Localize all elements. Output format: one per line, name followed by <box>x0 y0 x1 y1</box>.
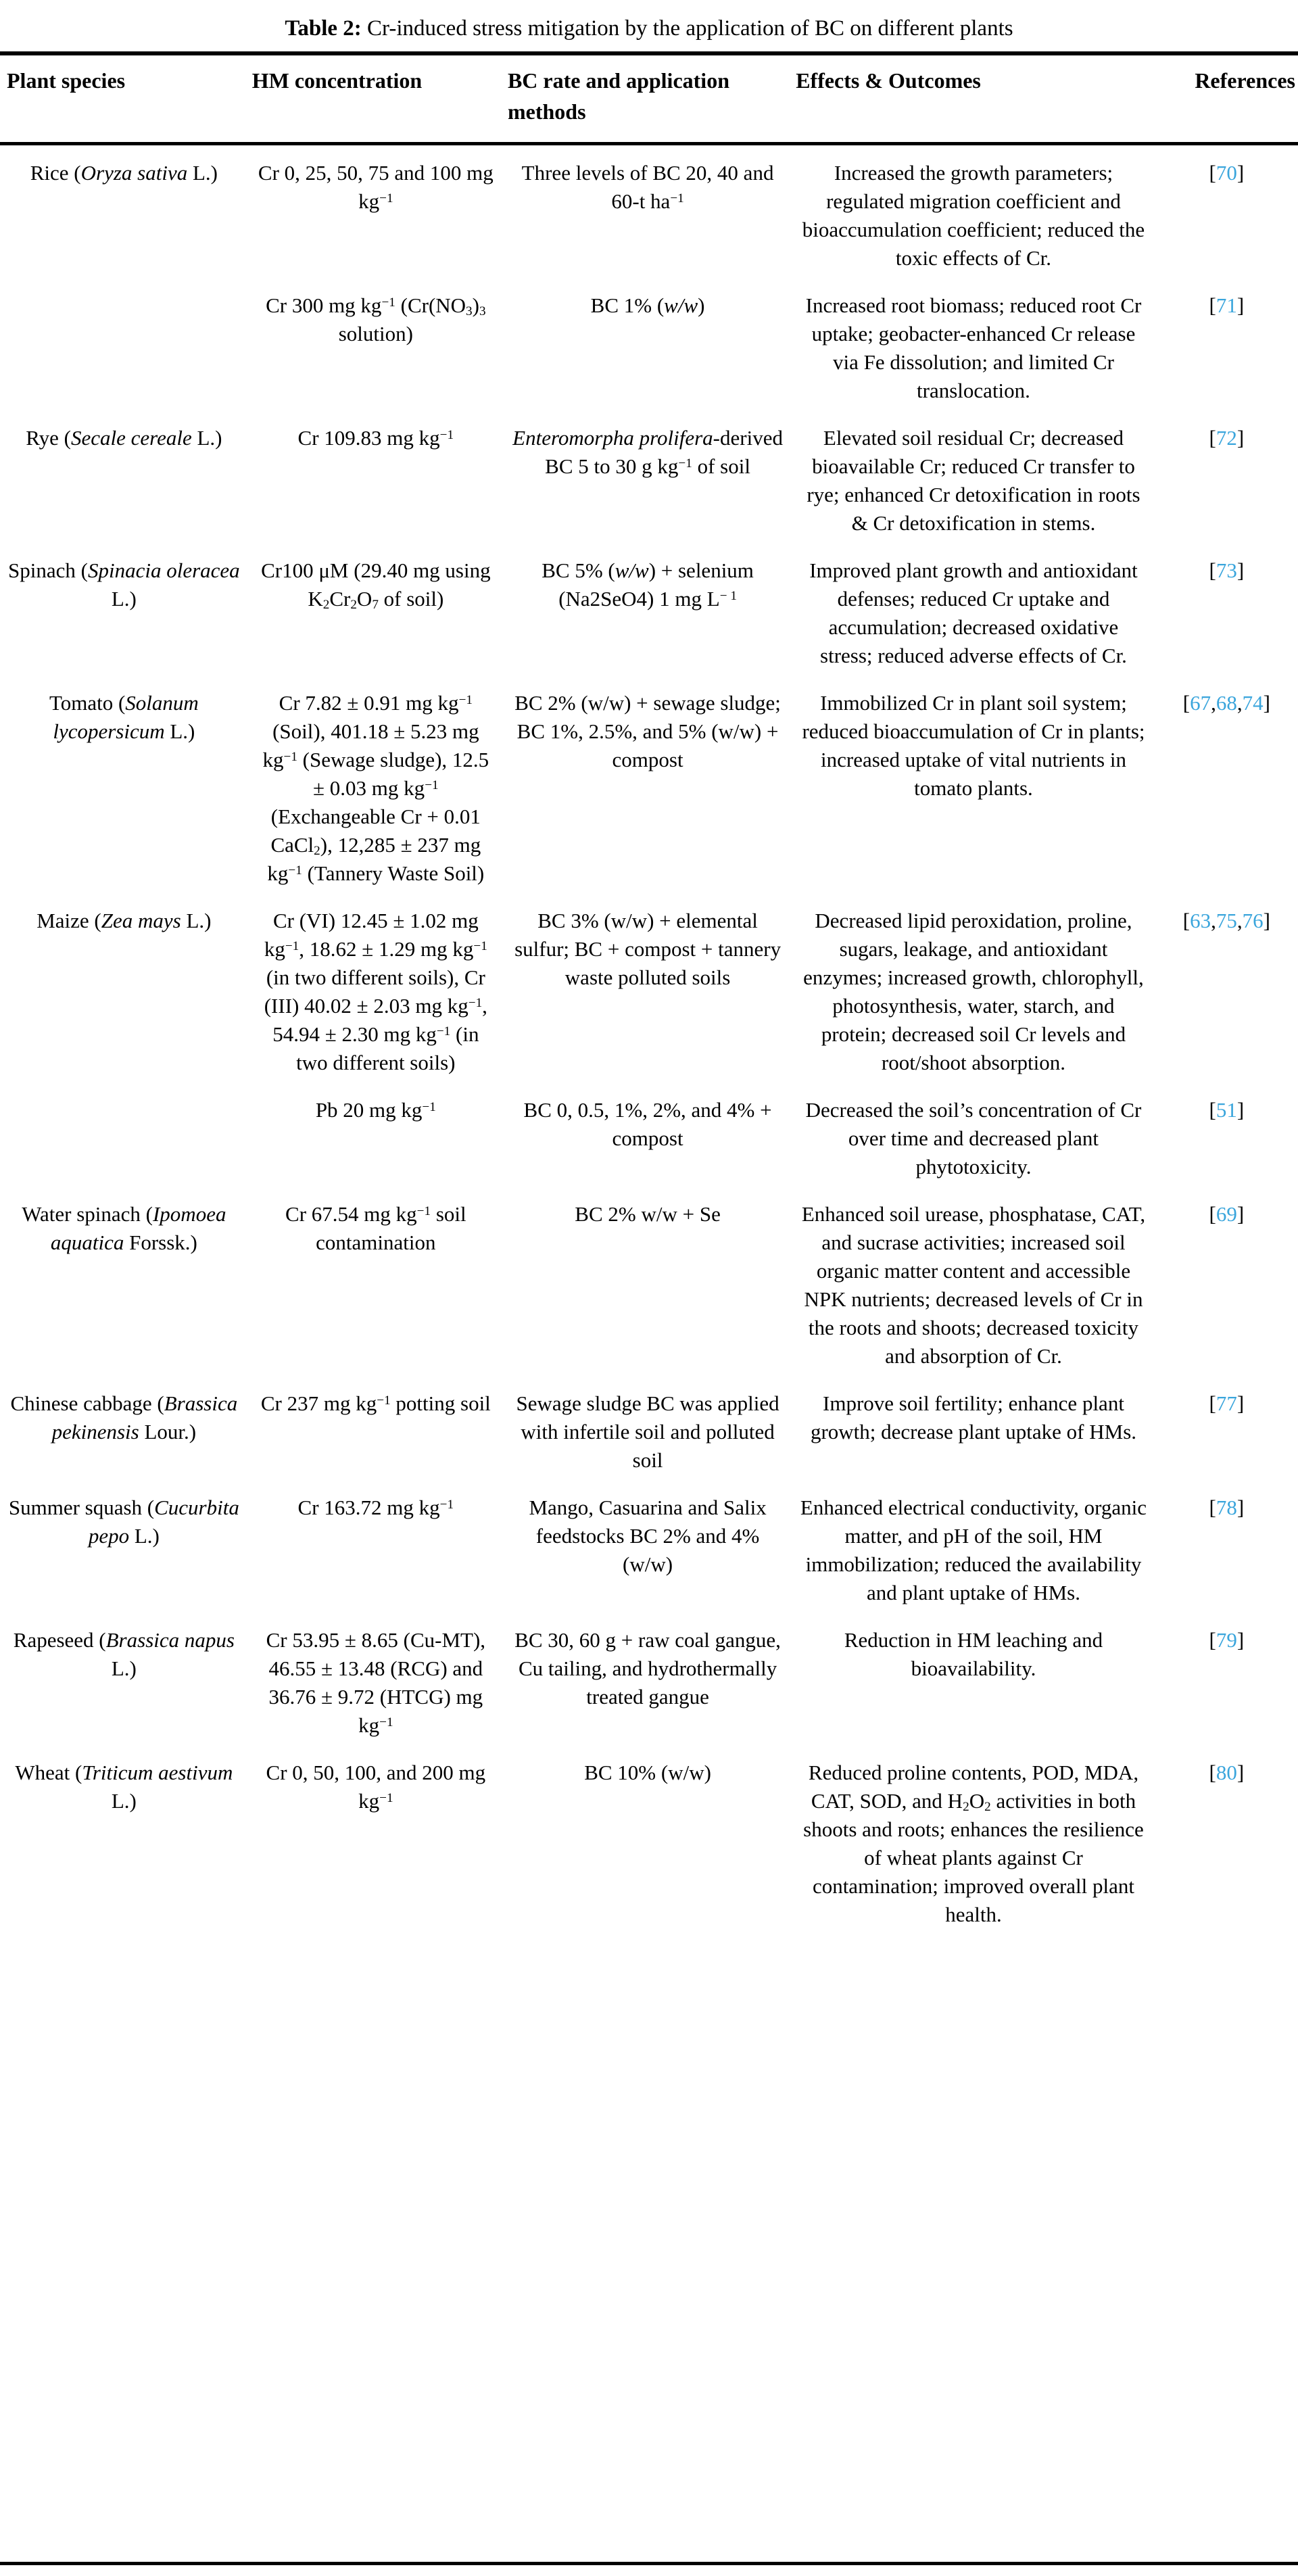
hm-concentration-cell: Cr 67.54 mg $kg^{-1}$ soil contamination <box>285 1202 466 1254</box>
plant-species-cell: Wheat (Triticum aestivum L.) <box>15 1761 233 1813</box>
column-header-references: References <box>1195 68 1295 93</box>
column-header-plant-species: Plant species <box>7 68 126 93</box>
column-header-hm-concentration: HM concentration <box>251 68 423 93</box>
plant-species-cell: Water spinach (Ipomoea aquatica Forssk.) <box>22 1202 226 1254</box>
reference-link[interactable]: 69 <box>1216 1202 1237 1226</box>
bc-rate-cell: BC 3% (w/w) + elemental sulfur; BC + compost + tannery waste polluted soils <box>514 909 782 989</box>
bc-rate-cell: Sewage sludge BC was applied with infertile soil and polluted soil <box>516 1391 779 1472</box>
bc-rate-cell: Three levels of BC 20, 40 and 60-t $ha^{-1}$ <box>521 161 774 213</box>
table-row <box>0 1200 1298 1389</box>
references-cell: [78] <box>1209 1496 1245 1519</box>
reference-link[interactable]: 68 <box>1216 691 1237 715</box>
table-body <box>0 145 1298 1948</box>
hm-concentration-cell: Pb 20 mg $kg^{-1}$ <box>315 1098 436 1122</box>
table-row <box>0 1096 1298 1200</box>
references-cell: [77] <box>1209 1391 1245 1415</box>
bc-rate-cell: BC 30, 60 g + raw coal gangue, Cu tailing, and hydrothermally treated gangue <box>514 1628 781 1709</box>
table-row <box>0 291 1298 424</box>
effects-outcomes-cell: Enhanced electrical conductivity, organic matter, and pH of the soil, HM immobilization; reduced the availability and plant uptake of HMs. <box>800 1496 1147 1604</box>
plant-species-cell: Rice (Oryza sativa L.) <box>30 161 218 185</box>
reference-link[interactable]: 74 <box>1242 691 1264 715</box>
reference-link[interactable]: 63 <box>1190 909 1211 932</box>
plant-species-cell <box>0 1096 248 1200</box>
bc-rate-cell: BC 10% (w/w) <box>584 1761 711 1784</box>
references-cell: [72] <box>1209 426 1245 450</box>
plant-species-cell: Summer squash (Cucurbita pepo L.) <box>8 1496 239 1548</box>
table-rule-bottom <box>0 2562 1298 2565</box>
column-header-bc-rate: BC rate and application methods <box>507 68 729 124</box>
table-row <box>0 556 1298 689</box>
plant-species-cell: Tomato (Solanum lycopersicum L.) <box>49 691 199 743</box>
effects-outcomes-cell: Increased root biomass; reduced root Cr uptake; geobacter-enhanced Cr release via Fe dissolution; and limited Cr translocation. <box>805 293 1142 402</box>
plant-species-cell: Rye (Secale cereale L.) <box>26 426 222 450</box>
effects-outcomes-cell: Immobilized Cr in plant soil system; reduced bioaccumulation of Cr in plants; increased uptake of vital nutrients in tomato plants. <box>802 691 1145 800</box>
hm-concentration-cell: Cr100 μM (29.40 mg using $K_2Cr_2O_7$ of soil) <box>261 558 491 613</box>
table-caption-label: Table 2: <box>285 16 362 41</box>
reference-link[interactable]: 79 <box>1216 1628 1237 1652</box>
references-cell: [80] <box>1209 1761 1245 1784</box>
table-caption <box>0 0 1298 42</box>
hm-concentration-cell: Cr 53.95 ± 8.65 (Cu-MT), 46.55 ± 13.48 (RCG) and 36.76 ± 9.72 (HTCG) mg $kg^{-1}$ <box>266 1628 486 1737</box>
plant-species-cell <box>0 291 248 424</box>
references-cell: [71] <box>1209 293 1245 317</box>
effects-outcomes-cell: Decreased lipid peroxidation, proline, sugars, leakage, and antioxidant enzymes; increased growth, chlorophyll, photosynthesis, water, starch, and protein; decreased soil Cr levels and root/shoot absorption. <box>803 909 1144 1074</box>
effects-outcomes-cell: Elevated soil residual Cr; decreased bioavailable Cr; reduced Cr transfer to rye; enhanced Cr detoxification in roots & Cr detoxification in stems. <box>807 426 1140 535</box>
effects-outcomes-cell: Decreased the soil’s concentration of Cr over time and decreased plant phytotoxicity. <box>805 1098 1142 1178</box>
reference-link[interactable]: 51 <box>1216 1098 1237 1122</box>
effects-outcomes-cell: Improved plant growth and antioxidant defenses; reduced Cr uptake and accumulation; decreased oxidative stress; reduced adverse effects of Cr. <box>809 558 1138 667</box>
effects-outcomes-cell: Enhanced soil urease, phosphatase, CAT, and sucrase activities; increased soil organic matter content and accessible NPK nutrients; decreased levels of Cr in the roots and shoots; decreased toxicity and absorption of Cr. <box>801 1202 1146 1368</box>
reference-link[interactable]: 71 <box>1216 293 1237 317</box>
table-row <box>0 1494 1298 1626</box>
bc-rate-cell: BC 5% (w/w) + selenium (Na2SeO4) 1 mg $L^{- 1}$ <box>542 558 754 611</box>
references-cell: [67,68,74] <box>1182 691 1270 715</box>
hm-concentration-cell: Cr 237 mg $kg^{-1}$ potting soil <box>260 1391 491 1415</box>
table-caption-text: Cr-induced stress mitigation by the application of BC on different plants <box>361 16 1013 41</box>
bc-rate-cell: Mango, Casuarina and Salix feedstocks BC 2% and 4% (w/w) <box>529 1496 767 1576</box>
table-row <box>0 1759 1298 1948</box>
table-row <box>0 907 1298 1096</box>
bc-rate-cell: Enteromorpha prolifera-derived BC 5 to 30 g $kg^{-1}$ of soil <box>512 426 783 478</box>
plant-species-cell: Rapeseed (Brassica napus L.) <box>13 1628 235 1680</box>
bc-rate-cell: BC 1% (w/w) <box>590 293 705 317</box>
references-cell: [70] <box>1209 161 1245 185</box>
reference-link[interactable]: 75 <box>1216 909 1237 932</box>
effects-outcomes-cell: Improve soil fertility; enhance plant growth; decrease plant uptake of HMs. <box>810 1391 1137 1444</box>
table-row <box>0 689 1298 907</box>
table-row <box>0 1389 1298 1494</box>
references-cell: [51] <box>1209 1098 1245 1122</box>
effects-outcomes-cell: Reduced proline contents, POD, MDA, CAT, SOD, and $H_2O_2$ activities in both shoots and roots; enhances the resilience of wheat plants against Cr contamination; improved overall plant health. <box>803 1761 1144 1926</box>
hm-concentration-cell: Cr 7.82 ± 0.91 mg $kg^{-1}$ (Soil), 401.18 ± 5.23 mg $kg^{-1}$ (Sewage sludge), 12.5 ± 0.03 mg $kg^{-1}$ (Exchangeable Cr + 0.01 CaCl$_2$), 12,285 ± 237 mg $kg^{-1}$ (Tannery Waste Soil) <box>262 691 489 885</box>
bc-rate-cell: BC 2% (w/w) + sewage sludge; BC 1%, 2.5%, and 5% (w/w) + compost <box>514 691 781 771</box>
bc-rate-cell: BC 0, 0.5, 1%, 2%, and 4% + compost <box>523 1098 772 1150</box>
reference-link[interactable]: 78 <box>1216 1496 1237 1519</box>
references-cell: [63,75,76] <box>1182 909 1270 932</box>
effects-outcomes-cell: Reduction in HM leaching and bioavailability. <box>844 1628 1103 1680</box>
reference-link[interactable]: 80 <box>1216 1761 1237 1784</box>
reference-link[interactable]: 67 <box>1190 691 1211 715</box>
plant-species-cell: Maize (Zea mays L.) <box>37 909 212 932</box>
column-header-effects-outcomes: Effects & Outcomes <box>796 68 981 93</box>
references-cell: [69] <box>1209 1202 1245 1226</box>
references-cell: [73] <box>1209 558 1245 582</box>
hm-concentration-cell: Cr 300 mg $kg^{-1}$ ($Cr(NO_3)_3$ solution) <box>266 293 486 345</box>
table-row <box>0 424 1298 556</box>
table-row <box>0 1626 1298 1759</box>
reference-link[interactable]: 72 <box>1216 426 1237 450</box>
reference-link[interactable]: 77 <box>1216 1391 1237 1415</box>
hm-concentration-cell: Cr 109.83 mg $kg^{-1}$ <box>297 426 454 450</box>
reference-link[interactable]: 70 <box>1216 161 1237 185</box>
hm-concentration-cell: Cr 0, 50, 100, and 200 mg $kg^{-1}$ <box>266 1761 486 1813</box>
effects-outcomes-cell: Increased the growth parameters; regulated migration coefficient and bioaccumulation coefficient; reduced the toxic effects of Cr. <box>802 161 1145 270</box>
reference-link[interactable]: 73 <box>1216 558 1237 582</box>
bc-rate-cell: BC 2% w/w + Se <box>575 1202 721 1226</box>
references-cell: [79] <box>1209 1628 1245 1652</box>
plant-species-cell: Chinese cabbage (Brassica pekinensis Lour.) <box>10 1391 238 1444</box>
hm-concentration-cell: Cr 0, 25, 50, 75 and 100 mg $kg^{-1}$ <box>258 161 494 213</box>
hm-concentration-cell: Cr 163.72 mg $kg^{-1}$ <box>297 1496 454 1519</box>
hm-concentration-cell: Cr (VI) 12.45 ± 1.02 mg $kg^{-1}$, 18.62 ± 1.29 mg $kg^{-1}$ (in two different soils), Cr (III) 40.02 ± 2.03 mg $kg^{-1}$, 54.94 ± 2.30 mg $kg^{-1}$ (in two different soils) <box>264 909 487 1074</box>
table-header-row <box>0 55 1298 142</box>
table-row <box>0 159 1298 291</box>
reference-link[interactable]: 76 <box>1242 909 1264 932</box>
plant-species-cell: Spinach (Spinacia oleracea L.) <box>8 558 240 611</box>
